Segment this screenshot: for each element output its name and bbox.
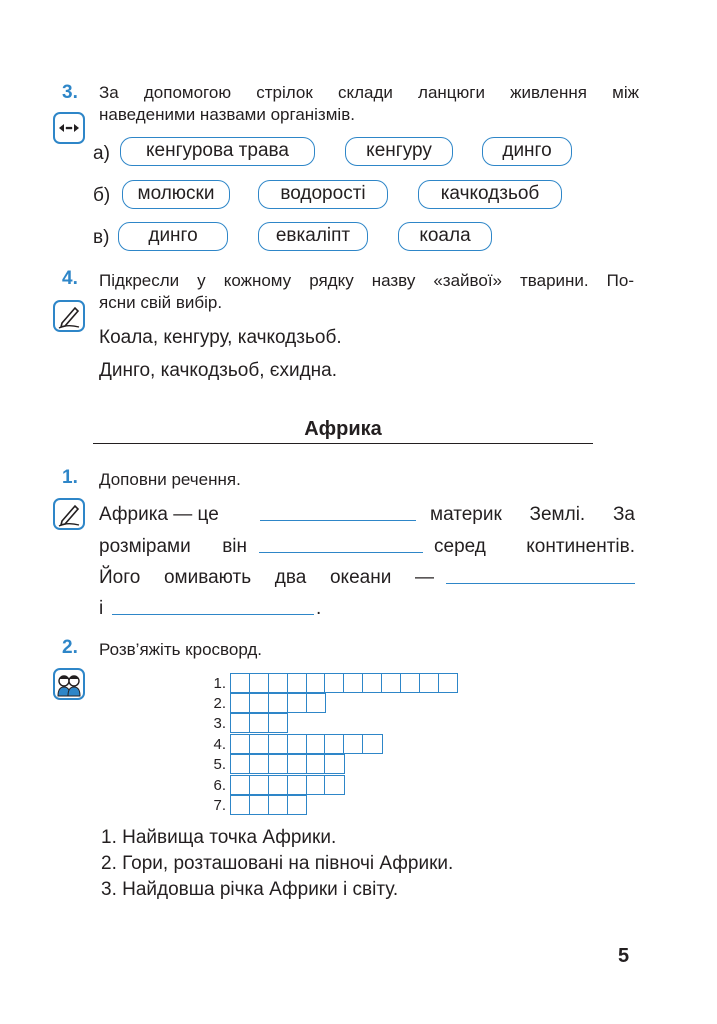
crossword-cell[interactable] <box>287 754 307 774</box>
africa-1-line2-start: розмірами він <box>99 536 247 557</box>
africa-2-number: 2. <box>62 637 78 658</box>
crossword-row-7[interactable] <box>230 795 306 815</box>
crossword-cell[interactable] <box>287 734 307 754</box>
crossword-label-7: 7. <box>213 797 226 814</box>
crossword-cell[interactable] <box>419 673 439 693</box>
crossword-cell[interactable] <box>306 754 326 774</box>
pill-c-3[interactable]: коала <box>398 222 492 251</box>
pill-b-1[interactable]: молюски <box>122 180 230 209</box>
crossword-cell[interactable] <box>343 734 363 754</box>
crossword-cell[interactable] <box>268 775 288 795</box>
crossword-label-5: 5. <box>213 756 226 773</box>
crossword-label-3: 3. <box>213 715 226 732</box>
crossword-cell[interactable] <box>268 693 288 713</box>
task-4-line-2: Динго, качкодзьоб, єхидна. <box>99 360 338 381</box>
crossword-cell[interactable] <box>400 673 420 693</box>
crossword-cell[interactable] <box>230 734 250 754</box>
crossword-cell[interactable] <box>306 673 326 693</box>
task-3-number: 3. <box>62 82 78 103</box>
blank-field[interactable] <box>259 552 423 553</box>
crossword-label-1: 1. <box>213 675 226 692</box>
pill-b-2[interactable]: водорості <box>258 180 388 209</box>
clue-3: 3. Найдовша річка Африки і світу. <box>101 879 399 900</box>
pair-work-icon <box>53 668 85 700</box>
africa-1-line1-end: материк Землі. За <box>430 504 635 525</box>
africa-1-line4-start: і <box>99 598 104 619</box>
task-3-instruction-line1: За допомогою стрілок склади ланцюги живлення між <box>99 83 639 102</box>
crossword-row-5[interactable] <box>230 754 343 774</box>
crossword-cell[interactable] <box>230 754 250 774</box>
task-4-line-1: Коала, кенгуру, качкодзьоб. <box>99 327 342 348</box>
crossword-label-4: 4. <box>213 736 226 753</box>
crossword-cell[interactable] <box>324 775 344 795</box>
crossword-cell[interactable] <box>438 673 458 693</box>
crossword-label-6: 6. <box>213 777 226 794</box>
arrows-icon <box>53 112 85 144</box>
africa-1-number: 1. <box>62 467 78 488</box>
page-number: 5 <box>618 945 630 967</box>
crossword-cell[interactable] <box>230 673 250 693</box>
crossword-cell[interactable] <box>381 673 401 693</box>
pill-a-3[interactable]: динго <box>482 137 572 166</box>
crossword-cell[interactable] <box>287 693 307 713</box>
row-c-label: в) <box>93 227 110 248</box>
crossword-cell[interactable] <box>268 754 288 774</box>
blank-field[interactable] <box>446 583 635 584</box>
crossword-cell[interactable] <box>230 795 250 815</box>
crossword-cell[interactable] <box>249 775 269 795</box>
crossword-cell[interactable] <box>306 693 326 713</box>
crossword-cell[interactable] <box>362 734 382 754</box>
crossword-cell[interactable] <box>230 713 250 733</box>
pill-a-1[interactable]: кенгурова трава <box>120 137 315 166</box>
crossword-row-6[interactable] <box>230 775 343 795</box>
clue-1: 1. Найвища точка Африки. <box>101 827 337 848</box>
row-b-label: б) <box>93 185 111 206</box>
crossword-cell[interactable] <box>324 754 344 774</box>
crossword-cell[interactable] <box>249 713 269 733</box>
crossword-cell[interactable] <box>268 713 288 733</box>
clue-2: 2. Гори, розташовані на півночі Африки. <box>101 853 454 874</box>
africa-2-instruction: Розв’яжіть кросворд. <box>99 640 263 659</box>
crossword-cell[interactable] <box>287 795 307 815</box>
africa-1-line4-end: . <box>316 598 322 619</box>
crossword-row-1[interactable] <box>230 673 457 693</box>
section-title: Африка <box>304 418 382 440</box>
crossword-row-4[interactable] <box>230 734 381 754</box>
blank-field[interactable] <box>260 520 416 521</box>
crossword-cell[interactable] <box>306 775 326 795</box>
task-4-number: 4. <box>62 268 78 289</box>
crossword-cell[interactable] <box>249 693 269 713</box>
crossword-row-3[interactable] <box>230 713 287 733</box>
crossword-cell[interactable] <box>230 693 250 713</box>
crossword-cell[interactable] <box>324 734 344 754</box>
crossword-cell[interactable] <box>249 673 269 693</box>
africa-1-line3: Його омивають два океани — <box>99 567 434 588</box>
africa-1-instruction: Доповни речення. <box>99 470 241 489</box>
task-3-instruction-line2: наведеними назвами організмів. <box>99 105 355 124</box>
africa-1-line2-end: серед континентів. <box>434 536 635 557</box>
pill-c-2[interactable]: евкаліпт <box>258 222 368 251</box>
crossword-row-2[interactable] <box>230 693 324 713</box>
task-4-instruction-line2: ясни свій вибір. <box>99 293 223 312</box>
pencil-icon <box>53 300 85 332</box>
africa-1-line1-start: Африка — це <box>99 504 219 525</box>
section-divider <box>93 443 593 444</box>
crossword-cell[interactable] <box>287 775 307 795</box>
crossword-cell[interactable] <box>306 734 326 754</box>
crossword-cell[interactable] <box>268 734 288 754</box>
blank-field[interactable] <box>112 614 314 615</box>
crossword-cell[interactable] <box>249 754 269 774</box>
pill-b-3[interactable]: качкодзьоб <box>418 180 562 209</box>
crossword-cell[interactable] <box>268 673 288 693</box>
task-4-instruction-line1: Підкресли у кожному рядку назву «зайвої» тварини. По- <box>99 271 634 290</box>
crossword-cell[interactable] <box>362 673 382 693</box>
pill-c-1[interactable]: динго <box>118 222 228 251</box>
crossword-cell[interactable] <box>230 775 250 795</box>
crossword-cell[interactable] <box>287 673 307 693</box>
pencil-icon <box>53 498 85 530</box>
row-a-label: а) <box>93 143 110 164</box>
crossword-cell[interactable] <box>249 734 269 754</box>
crossword-cell[interactable] <box>268 795 288 815</box>
crossword-label-2: 2. <box>213 695 226 712</box>
crossword-cell[interactable] <box>343 673 363 693</box>
pill-a-2[interactable]: кенгуру <box>345 137 453 166</box>
crossword-cell[interactable] <box>324 673 344 693</box>
crossword-cell[interactable] <box>249 795 269 815</box>
